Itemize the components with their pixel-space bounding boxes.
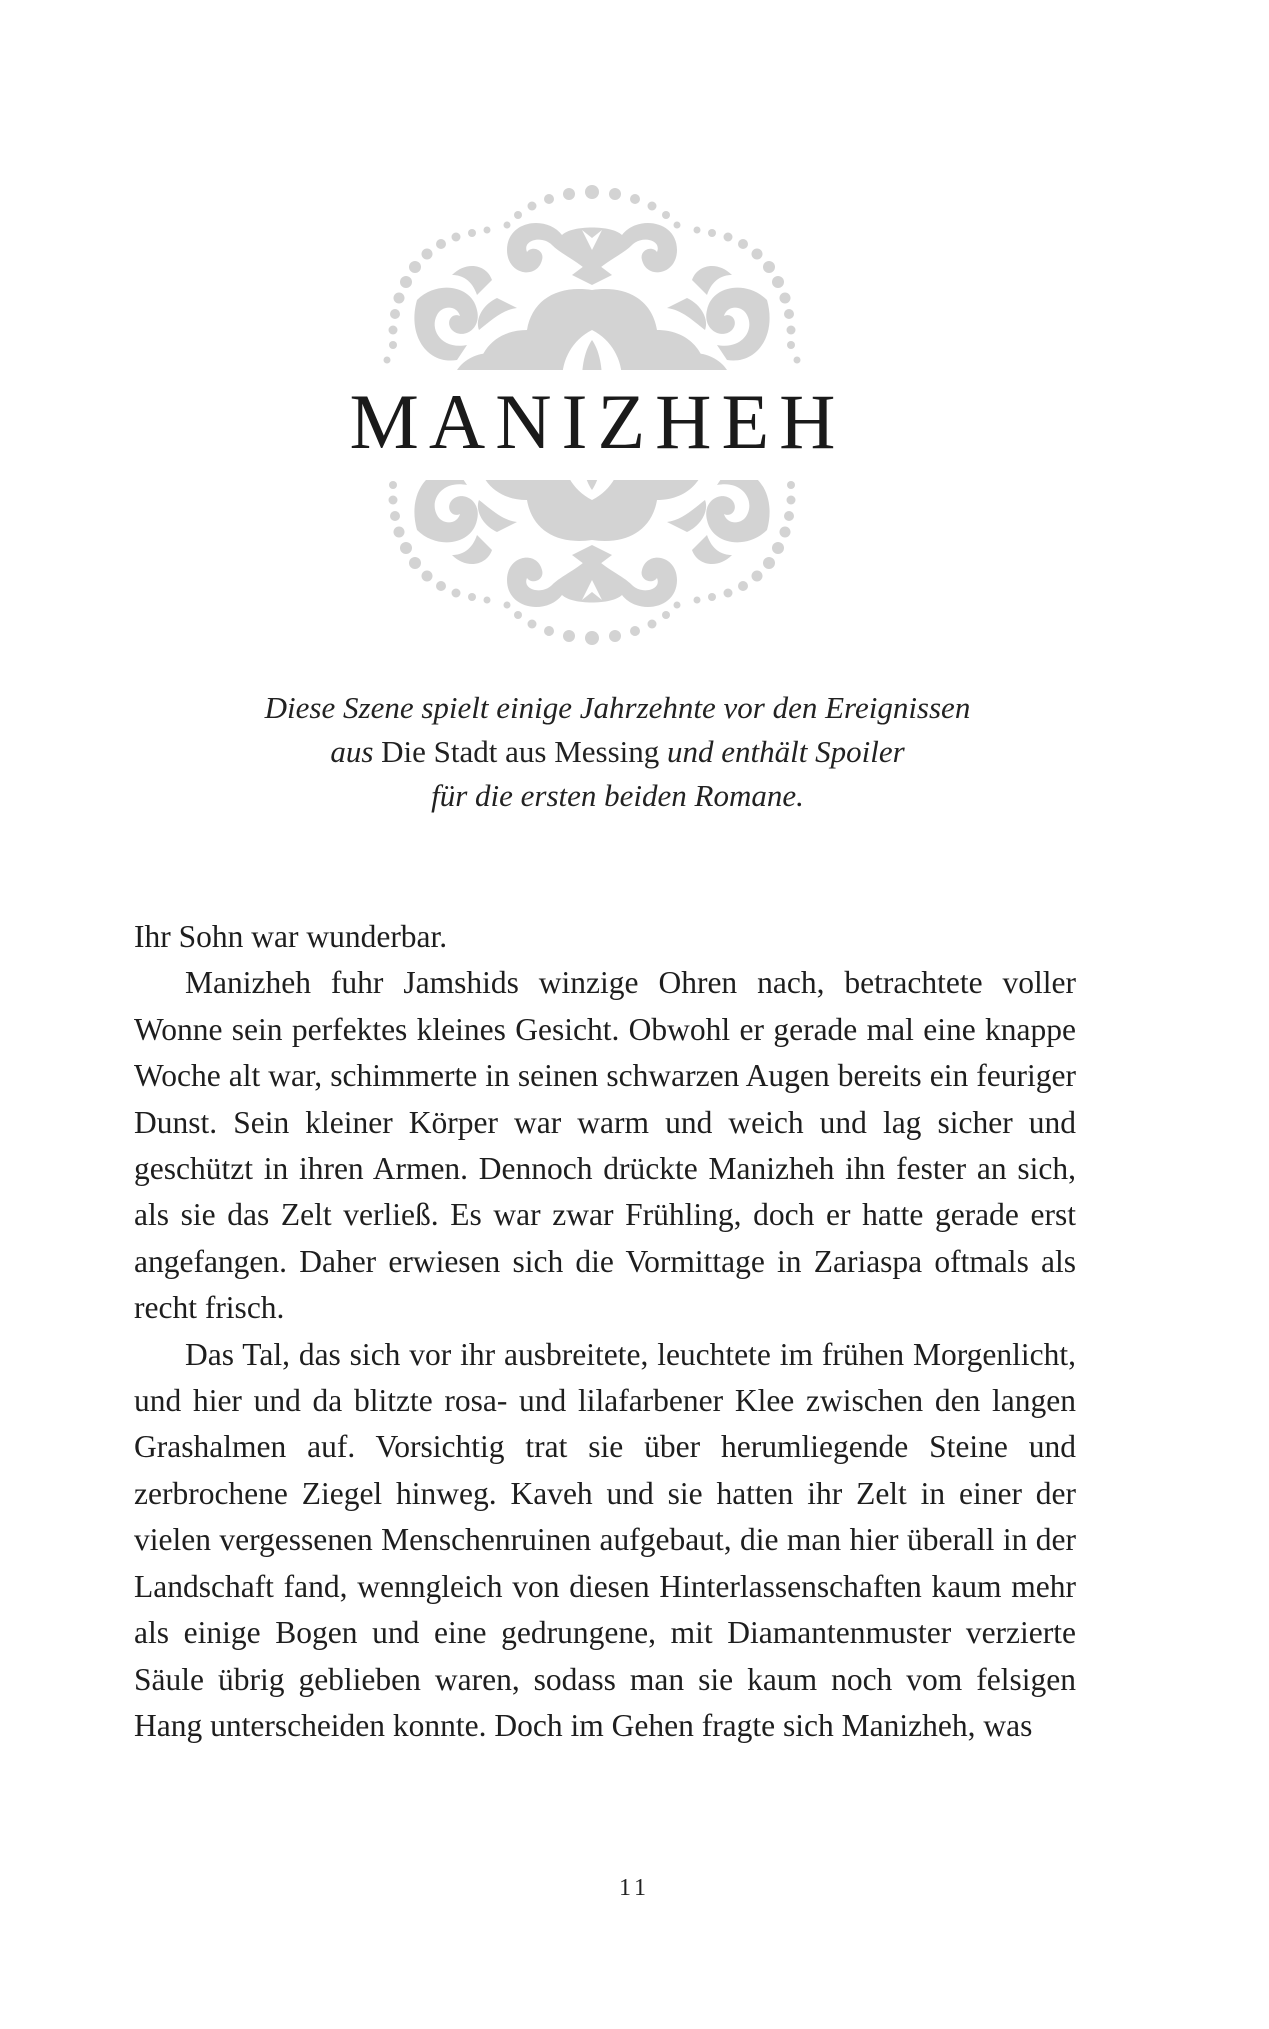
epigraph-line-1: Diese Szene spielt einige Jahrzehnte vor den Ereignissen bbox=[264, 690, 971, 725]
epigraph bbox=[150, 686, 1085, 818]
page-number: 11 bbox=[618, 1875, 651, 1901]
epigraph-italic-rest: und enthält Spoiler bbox=[667, 734, 905, 769]
epigraph-italic-aus: aus bbox=[330, 734, 374, 769]
body-text bbox=[134, 914, 1076, 1749]
epigraph-line-3: für die ersten beiden Romane. bbox=[431, 778, 804, 813]
epigraph-book-title: Die Stadt aus Messing bbox=[373, 734, 668, 769]
epigraph-line-2 bbox=[150, 730, 1085, 774]
chapter-title: MANIZHEH bbox=[349, 378, 846, 465]
paragraph-1: Ihr Sohn war wunderbar. bbox=[134, 919, 448, 954]
paragraph-3: Das Tal, das sich vor ihr ausbreitete, leuchtete im frühen Morgenlicht, und hier und da blitzte rosa- und lilafarbener Klee zwischen den langen Grashalmen auf. Vorsichtig trat sie über herumliegende Steine und zerbrochene Ziegel hinweg. Kaveh und sie hatten ihr Zelt in einer der vielen vergessenen Menschenruinen aufgebaut, die man hier überall in der Landschaft fand, wenngleich von diesen Hinterlassenschaften kaum mehr als einige Bogen und eine gedrungene, mit Diamantenmuster verzierte Säule übrig geblieben waren, sodass man sie kaum noch vom felsigen Hang unterscheiden konnte. Doch im Gehen fragte sich Manizheh, was bbox=[134, 1336, 1076, 1743]
paragraph-2: Manizheh fuhr Jamshids winzige Ohren nach, betrachtete voller Wonne sein perfektes kleines Gesicht. Obwohl er gerade mal eine knappe Woche alt war, schimmerte in seinen schwarzen Augen bereits ein feuriger Dunst. Sein kleiner Körper war warm und weich und lag sicher und geschützt in ihren Armen. Dennoch drückte Manizheh ihn fester an sich, als sie das Zelt verließ. Es war zwar Frühling, doch er hatte gerade erst angefangen. Daher erwiesen sich die Vormittage in Zariaspa oftmals als recht frisch. bbox=[134, 965, 1076, 1326]
